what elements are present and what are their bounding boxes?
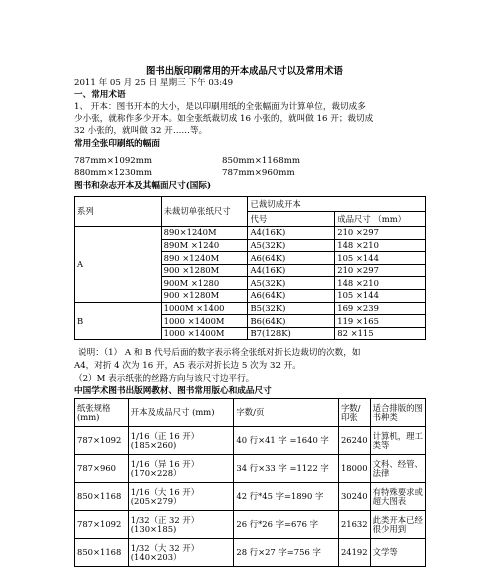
table-cell: 900M ×1280 xyxy=(161,277,248,290)
header-size: 成品尺寸 （mm） xyxy=(335,212,426,227)
format-size-table xyxy=(74,196,426,340)
header-paper: 纸张规格 (mm) xyxy=(75,399,129,427)
table-cell: 18000 xyxy=(338,455,370,483)
table-cell: B6(64K) xyxy=(248,315,335,328)
table-cell: 787×1092 xyxy=(75,511,129,539)
table-cell: 28 行×27 字=756 字 xyxy=(234,539,339,567)
table-cell: 850×1168 xyxy=(75,539,129,567)
section-heading: 一、常用术语 xyxy=(74,90,126,100)
header-words-sheet: 字数/印张 xyxy=(338,399,370,427)
table-cell: 1/16（大 16 开）(205×279） xyxy=(128,483,234,511)
table-cell: 40 行×41 字 =1640 字 xyxy=(234,427,339,455)
table-cell: 900 ×1280M xyxy=(161,289,248,302)
table-cell: 26240 xyxy=(338,427,370,455)
table-cell: 1/16（异 16 开）(170×228） xyxy=(128,455,234,483)
table-cell: 105 ×144 xyxy=(335,252,426,265)
table-cell: 119 ×165 xyxy=(335,315,426,328)
table-cell: 82 ×115 xyxy=(335,327,426,340)
heading-table1: 图书和杂志开本及其幅面尺寸(国际) xyxy=(74,181,212,191)
table-cell: 1000M ×1400 xyxy=(161,302,248,315)
table-cell: A6(64K) xyxy=(248,289,335,302)
table-cell: B7(128K) xyxy=(248,327,335,340)
date-line: 2011 年 05 月 25 日 星期三 下午 03:49 xyxy=(74,78,234,88)
term-text-1: 1、 开本：图书开本的大小，是以印刷用纸的全张幅面为计算单位，裁切成多 xyxy=(74,102,366,112)
table-cell: 890 ×1240M xyxy=(161,252,248,265)
note-text-1: 说明：（1） A 和 B 代号后面的数字表示将全张纸对折长边裁切的次数，如 xyxy=(78,348,361,358)
term-text-3: 32 小张的，就叫做 32 开……等。 xyxy=(74,126,208,136)
sheet-size: 850mm×1168mm xyxy=(222,156,301,166)
table-cell: 34 行×33 字 =1122 字 xyxy=(234,455,339,483)
table-cell: 1/32（正 32 开）(130×185) xyxy=(128,511,234,539)
table-cell: 30240 xyxy=(338,483,370,511)
table-cell: 787×960 xyxy=(75,455,129,483)
table-cell: 890M ×1240 xyxy=(161,239,248,252)
header-format: 开本及成品尺寸 (mm) xyxy=(128,399,234,427)
table-cell: 1/32（大 32 开）(140×203） xyxy=(128,539,234,567)
note-text-3: （2）M 表示纸张的丝路方向与该尺寸边平行。 xyxy=(74,374,255,384)
table-cell: 21632 xyxy=(338,511,370,539)
page-title: 图书出版印刷常用的开本成品尺寸以及常用术语 xyxy=(146,66,343,77)
table-cell: 787×1092 xyxy=(75,427,129,455)
header-words-page: 字数/页 xyxy=(234,399,339,427)
table-cell: 210 ×297 xyxy=(335,227,426,240)
table-cell: 此类开本已经很少用到 xyxy=(370,511,425,539)
table-cell: 210 ×297 xyxy=(335,264,426,277)
table-cell: 890×1240M xyxy=(161,227,248,240)
table-cell: 1000 ×1400M xyxy=(161,315,248,328)
series-cell: B xyxy=(75,302,162,340)
header-uncut: 未裁切单张纸尺寸 xyxy=(161,197,248,227)
table-cell: 文科、经管、法律 xyxy=(370,455,425,483)
note-text-2: A4，对折 4 次为 16 开，A5 表示对折长边 5 次为 32 开。 xyxy=(74,361,301,371)
table-cell: A4(16K) xyxy=(248,264,335,277)
table-cell: B5(32K) xyxy=(248,302,335,315)
heading-table2: 中国学术图书出版网教材、图书常用版心和成品尺寸 xyxy=(74,386,272,396)
table-cell: A5(32K) xyxy=(248,277,335,290)
table-cell: A5(32K) xyxy=(248,239,335,252)
series-cell: A xyxy=(75,227,162,303)
table-cell: 169 ×239 xyxy=(335,302,426,315)
term-text-2: 少小张，就称作多少开本。如全张纸裁切成 16 小张的，就叫做 16 开；裁切成 xyxy=(74,114,374,124)
header-book-type: 适合排版的图书种类 xyxy=(370,399,425,427)
sheet-size: 787mm×960mm xyxy=(222,168,295,178)
header-cut: 已裁切成开本 xyxy=(248,197,426,212)
table-cell: 900 ×1280M xyxy=(161,264,248,277)
table-cell: 有特殊要求或超大图表 xyxy=(370,483,425,511)
sheet-size: 880mm×1230mm xyxy=(74,168,153,178)
table-cell: 1/16（正 16 开）(185×260) xyxy=(128,427,234,455)
table-cell: 24192 xyxy=(338,539,370,567)
table-cell: 42 行*45 字=1890 字 xyxy=(234,483,339,511)
table-cell: A4(16K) xyxy=(248,227,335,240)
table-cell: 1000 ×1400M xyxy=(161,327,248,340)
table-cell: 文学等 xyxy=(370,539,425,567)
book-size-table xyxy=(74,398,426,567)
table-cell: 26 行*26 字=676 字 xyxy=(234,511,339,539)
table-cell: 850×1168 xyxy=(75,483,129,511)
sheet-size: 787mm×1092mm xyxy=(74,156,153,166)
table-cell: 148 ×210 xyxy=(335,277,426,290)
table-cell: 计算机，理工类等 xyxy=(370,427,425,455)
header-code: 代号 xyxy=(248,212,335,227)
table-cell: 105 ×144 xyxy=(335,289,426,302)
table-cell: A6(64K) xyxy=(248,252,335,265)
header-series: 系列 xyxy=(75,197,162,227)
heading-full-sheet: 常用全张印刷纸的幅面 xyxy=(74,139,160,149)
table-cell: 148 ×210 xyxy=(335,239,426,252)
